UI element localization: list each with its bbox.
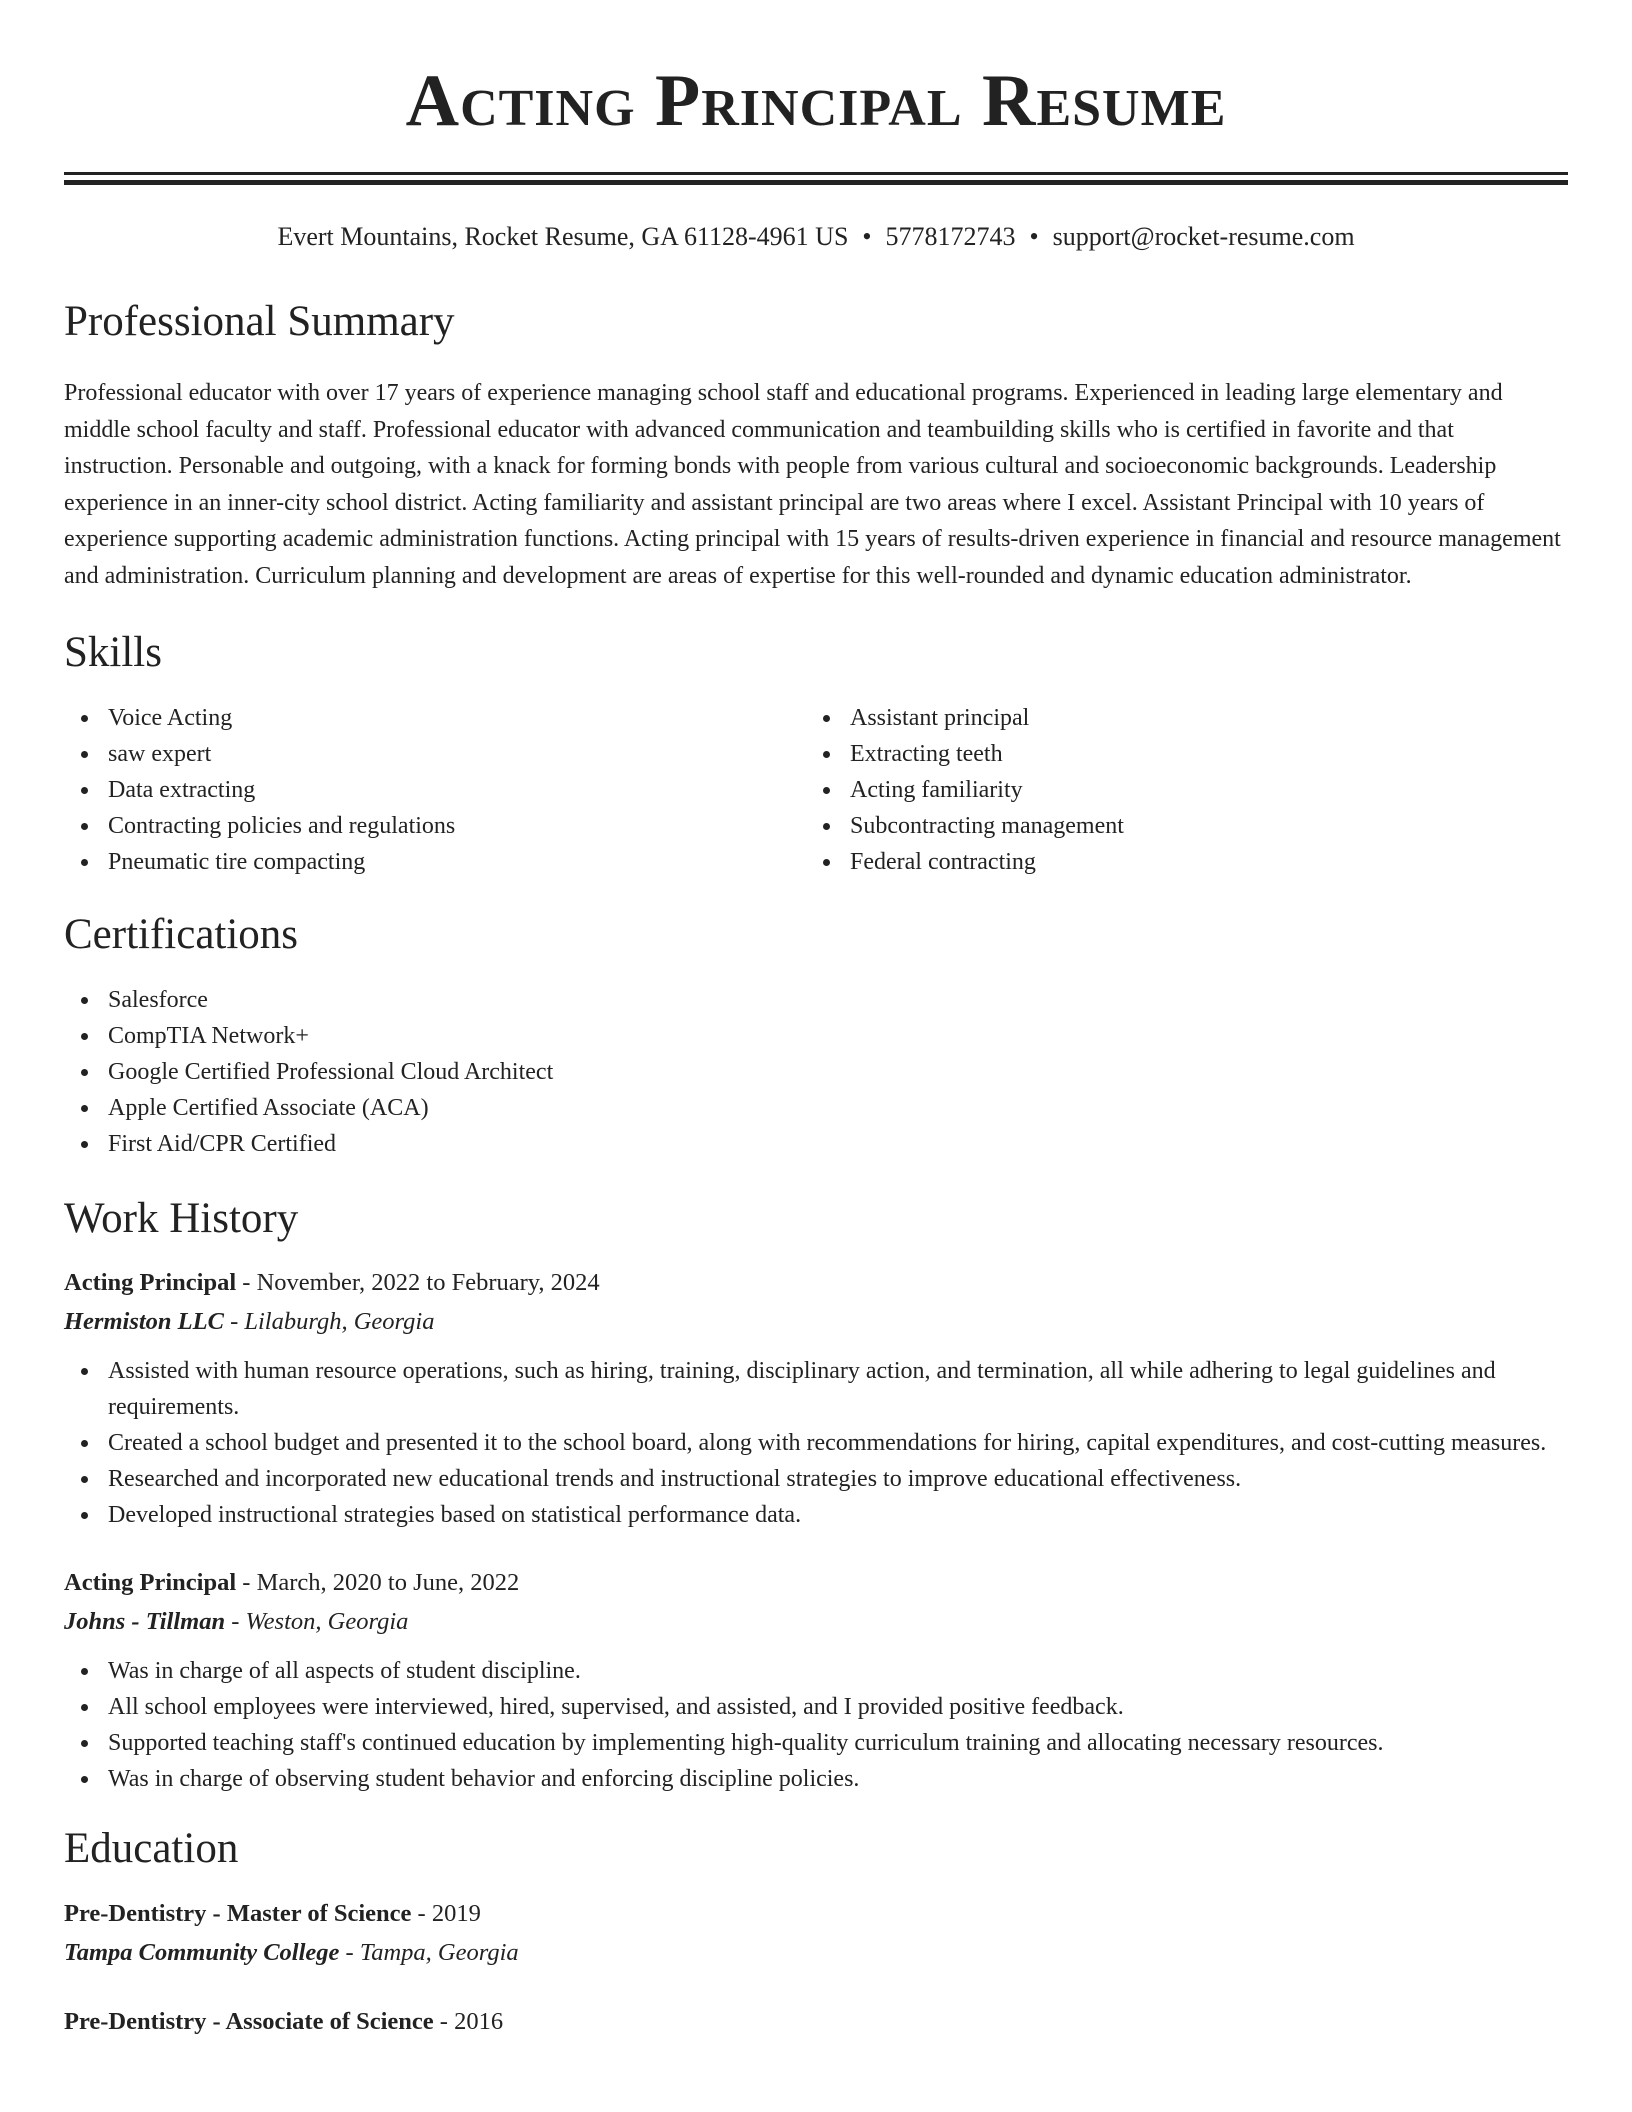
job-duty: Developed instructional strategies based on statistical performance data.	[64, 1497, 1568, 1533]
job-company-line	[64, 1602, 1568, 1641]
education-entry	[64, 1894, 1568, 1972]
summary-heading: Professional Summary	[64, 298, 455, 346]
job-entry	[64, 1263, 1568, 1533]
job-title-line	[64, 1263, 1568, 1302]
education-degree: Pre-Dentistry - Associate of Science	[64, 2008, 434, 2036]
certification-item: Salesforce	[64, 982, 1568, 1018]
contact-address: Evert Mountains, Rocket Resume, GA 61128-4961 US	[277, 222, 849, 251]
summary-text: Professional educator with over 17 years of experience managing school staff and educational programs. Experienced in leading large elementary and middle school faculty and staff. Professional educator with advanced communication and teambuilding skills who is certified in favorite and that instruction. Personable and outgoing, with a knack for forming bonds with people from various cultural and socioeconomic backgrounds. Leadership experience in an inner-city school district. Acting familiarity and assistant principal are two areas where I excel. Assistant Principal with 10 years of experience supporting academic administration functions. Acting principal with 15 years of results-driven experience in financial and resource management and administration. Curriculum planning and development are areas of expertise for this well-rounded and dynamic education administrator.	[64, 380, 1561, 589]
job-duties-list	[64, 1653, 1568, 1797]
skills-grid	[64, 700, 1568, 880]
education-degree: Pre-Dentistry - Master of Science	[64, 1900, 412, 1928]
skill-item: Subcontracting management	[806, 808, 1548, 844]
job-duty: Created a school budget and presented it to the school board, along with recommendations for hiring, capital expenditures, and cost-cutting measures.	[64, 1425, 1568, 1461]
job-duty: Researched and incorporated new educational trends and instructional strategies to improve educational effectiveness.	[64, 1461, 1568, 1497]
divider-line-top	[64, 172, 1568, 175]
job-dates: - March, 2020 to June, 2022	[236, 1569, 520, 1597]
job-entry	[64, 1563, 1568, 1797]
skill-item: Federal contracting	[806, 844, 1548, 880]
certification-item: CompTIA Network+	[64, 1018, 1568, 1054]
certifications-list	[64, 982, 1568, 1162]
skill-item: Assistant principal	[806, 700, 1548, 736]
job-title: Acting Principal	[64, 1569, 237, 1597]
job-title: Acting Principal	[64, 1269, 237, 1297]
education-degree-line	[64, 2002, 1568, 2041]
contact-phone: 5778172743	[885, 222, 1016, 251]
education-school-line	[64, 1933, 1568, 1972]
job-company: Johns - Tillman	[64, 1608, 226, 1636]
job-company: Hermiston LLC	[64, 1308, 224, 1336]
job-duty: All school employees were interviewed, hired, supervised, and assisted, and I provided positive feedback.	[64, 1689, 1568, 1725]
skill-item: saw expert	[64, 736, 806, 772]
job-company-line	[64, 1302, 1568, 1341]
education-entry	[64, 2002, 1568, 2041]
skill-item: Voice Acting	[64, 700, 806, 736]
contact-line	[64, 221, 1568, 252]
job-title-line	[64, 1563, 1568, 1602]
resume-page	[64, 0, 1568, 2041]
skill-item: Pneumatic tire compacting	[64, 844, 806, 880]
skill-item: Acting familiarity	[806, 772, 1548, 808]
job-duty: Was in charge of observing student behavior and enforcing discipline policies.	[64, 1761, 1568, 1797]
certification-item: Apple Certified Associate (ACA)	[64, 1090, 1568, 1126]
job-duties-list	[64, 1353, 1568, 1533]
certification-item: Google Certified Professional Cloud Architect	[64, 1054, 1568, 1090]
contact-separator: •	[862, 222, 872, 251]
education-year: - 2016	[433, 2008, 504, 2036]
education-heading: Education	[64, 1825, 239, 1873]
skill-item: Extracting teeth	[806, 736, 1548, 772]
certification-item: First Aid/CPR Certified	[64, 1126, 1568, 1162]
resume-title: Acting Principal Resume	[405, 60, 1227, 142]
title-divider	[64, 172, 1568, 185]
job-dates: - November, 2022 to February, 2024	[236, 1269, 600, 1297]
divider-line-bottom	[64, 180, 1568, 185]
job-duty: Was in charge of all aspects of student discipline.	[64, 1653, 1568, 1689]
skills-heading: Skills	[64, 629, 162, 677]
job-location: - Lilaburgh, Georgia	[223, 1308, 435, 1336]
certifications-heading: Certifications	[64, 911, 299, 959]
skills-list-right	[806, 700, 1548, 880]
contact-separator: •	[1029, 222, 1039, 251]
skills-list-left	[64, 700, 806, 880]
skill-item: Contracting policies and regulations	[64, 808, 806, 844]
job-location: - Weston, Georgia	[225, 1608, 409, 1636]
education-degree-line	[64, 1894, 1568, 1933]
education-location: - Tampa, Georgia	[339, 1939, 519, 1967]
education-school: Tampa Community College	[64, 1939, 340, 1967]
job-duty: Supported teaching staff's continued education by implementing high-quality curriculum training and allocating necessary resources.	[64, 1725, 1568, 1761]
skill-item: Data extracting	[64, 772, 806, 808]
contact-email: support@rocket-resume.com	[1052, 222, 1355, 251]
education-year: - 2019	[411, 1900, 481, 1928]
job-duty: Assisted with human resource operations, such as hiring, training, disciplinary action, and termination, all while adhering to legal guidelines and requirements.	[64, 1353, 1568, 1425]
work-history-heading: Work History	[64, 1195, 299, 1243]
